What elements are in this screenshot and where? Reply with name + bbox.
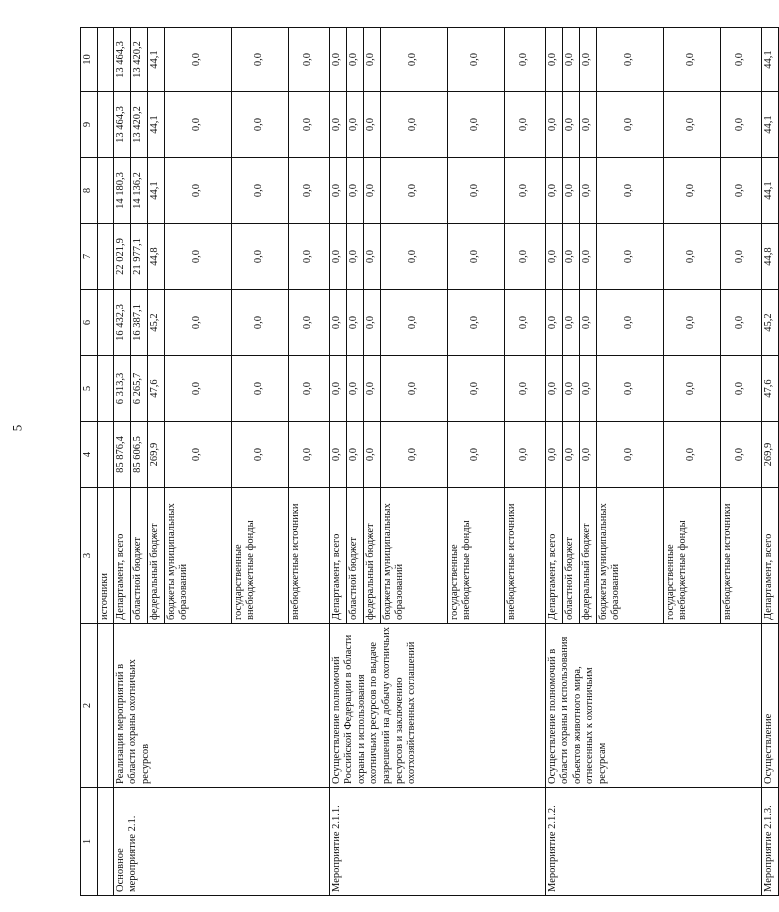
funding-source: государственные внебюджетные фонды [447,488,504,624]
amount-cell: 13 420,2 [130,92,147,158]
amount-cell: 0,0 [596,92,663,158]
amount-cell: 0,0 [504,290,545,356]
amount-cell: 0,0 [663,92,720,158]
amount-cell: 269,9 [761,422,778,488]
amount-cell: 0,0 [596,422,663,488]
amount-cell: 0,0 [663,28,720,92]
amount-cell: 0,0 [545,28,562,92]
amount-cell: 0,0 [288,158,329,224]
measure-code: Мероприятие 2.1.2. [545,788,761,896]
amount-cell: 0,0 [380,224,447,290]
amount-cell: 0,0 [545,290,562,356]
table-row [329,28,346,896]
amount-cell: 45,2 [147,290,164,356]
amount-cell: 0,0 [346,356,363,422]
amount-cell: 0,0 [363,290,380,356]
amount-cell: 0,0 [231,290,288,356]
amount-cell: 0,0 [545,158,562,224]
amount-cell: 0,0 [447,422,504,488]
amount-cell: 0,0 [596,224,663,290]
amount-cell: 0,0 [231,28,288,92]
amount-cell: 0,0 [329,28,346,92]
amount-cell: 0,0 [504,224,545,290]
amount-cell: 0,0 [363,356,380,422]
amount-cell: 0,0 [720,422,761,488]
amount-cell: 0,0 [164,158,231,224]
empty-cell [98,158,114,224]
amount-cell: 0,0 [579,290,596,356]
amount-cell: 0,0 [288,290,329,356]
amount-cell: 0,0 [380,356,447,422]
column-header-3: 3 [81,488,98,624]
amount-cell: 13 464,3 [113,28,130,92]
empty-cell [98,290,114,356]
amount-cell: 0,0 [231,422,288,488]
column-header-1: 1 [81,788,98,896]
amount-cell: 0,0 [329,92,346,158]
amount-cell: 0,0 [363,224,380,290]
amount-cell: 0,0 [596,290,663,356]
amount-cell: 0,0 [231,356,288,422]
amount-cell: 0,0 [579,356,596,422]
amount-cell: 47,6 [761,356,778,422]
rotated-table-container [80,28,774,896]
amount-cell: 0,0 [720,28,761,92]
amount-cell: 0,0 [504,158,545,224]
amount-cell: 0,0 [504,92,545,158]
amount-cell: 85 876,4 [113,422,130,488]
empty-cell [98,624,114,788]
funding-source: внебюджетные источники [504,488,545,624]
amount-cell: 0,0 [164,422,231,488]
amount-cell: 0,0 [562,422,579,488]
funding-source: Департамент, всего [545,488,562,624]
amount-cell: 47,6 [147,356,164,422]
amount-cell: 0,0 [288,224,329,290]
amount-cell: 0,0 [380,158,447,224]
amount-cell: 0,0 [579,422,596,488]
amount-cell: 0,0 [380,92,447,158]
amount-cell: 0,0 [363,158,380,224]
amount-cell: 0,0 [380,290,447,356]
amount-cell: 0,0 [545,356,562,422]
continuation-source: источники [98,488,114,624]
amount-cell: 0,0 [288,422,329,488]
funding-source: внебюджетные источники [288,488,329,624]
empty-cell [98,224,114,290]
funding-source: федеральный бюджет [579,488,596,624]
measure-name: Осуществление [761,624,778,788]
funding-source: бюджеты муниципальных образований [380,488,447,624]
table-body [98,28,779,896]
amount-cell: 0,0 [447,28,504,92]
amount-cell: 44,1 [761,28,778,92]
amount-cell: 0,0 [346,28,363,92]
amount-cell: 0,0 [504,422,545,488]
amount-cell: 0,0 [288,28,329,92]
amount-cell: 0,0 [596,356,663,422]
amount-cell: 0,0 [164,28,231,92]
amount-cell: 0,0 [231,92,288,158]
empty-cell [98,356,114,422]
column-header-2: 2 [81,624,98,788]
amount-cell: 0,0 [380,422,447,488]
amount-cell: 0,0 [579,158,596,224]
amount-cell: 0,0 [346,224,363,290]
amount-cell: 0,0 [562,158,579,224]
amount-cell: 0,0 [288,92,329,158]
amount-cell: 269,9 [147,422,164,488]
funding-source: областной бюджет [562,488,579,624]
funding-source: Департамент, всего [113,488,130,624]
amount-cell: 0,0 [380,28,447,92]
funding-source: бюджеты муниципальных образований [596,488,663,624]
amount-cell: 0,0 [346,422,363,488]
table-row [761,28,778,896]
amount-cell: 0,0 [231,158,288,224]
amount-cell: 0,0 [504,28,545,92]
amount-cell: 0,0 [579,92,596,158]
column-header-7: 7 [81,224,98,290]
amount-cell: 0,0 [329,356,346,422]
amount-cell: 14 136,2 [130,158,147,224]
amount-cell: 0,0 [329,158,346,224]
funding-source: внебюджетные источники [720,488,761,624]
budget-table [80,27,779,896]
measure-code: Мероприятие 2.1.1. [329,788,545,896]
amount-cell: 6 313,3 [113,356,130,422]
amount-cell: 16 387,1 [130,290,147,356]
amount-cell: 16 432,3 [113,290,130,356]
amount-cell: 0,0 [329,290,346,356]
amount-cell: 0,0 [720,356,761,422]
column-header-5: 5 [81,356,98,422]
amount-cell: 0,0 [562,290,579,356]
amount-cell: 13 420,2 [130,28,147,92]
amount-cell: 0,0 [504,356,545,422]
amount-cell: 0,0 [663,422,720,488]
amount-cell: 0,0 [329,224,346,290]
amount-cell: 0,0 [562,224,579,290]
amount-cell: 13 464,3 [113,92,130,158]
column-header-6: 6 [81,290,98,356]
header-row [81,28,98,896]
amount-cell: 21 977,1 [130,224,147,290]
amount-cell: 0,0 [447,356,504,422]
funding-source: федеральный бюджет [363,488,380,624]
amount-cell: 44,1 [147,28,164,92]
measure-code: Мероприятие 2.1.3. [761,788,778,896]
amount-cell: 0,0 [363,92,380,158]
amount-cell: 22 021,9 [113,224,130,290]
column-header-10: 10 [81,28,98,92]
funding-source: государственные внебюджетные фонды [663,488,720,624]
amount-cell: 0,0 [231,224,288,290]
amount-cell: 44,1 [761,158,778,224]
amount-cell: 0,0 [363,422,380,488]
amount-cell: 45,2 [761,290,778,356]
amount-cell: 0,0 [545,92,562,158]
column-header-8: 8 [81,158,98,224]
amount-cell: 0,0 [562,92,579,158]
table-row [545,28,562,896]
amount-cell: 0,0 [545,224,562,290]
amount-cell: 0,0 [596,158,663,224]
empty-cell [98,788,114,896]
amount-cell: 0,0 [447,158,504,224]
amount-cell: 0,0 [346,92,363,158]
measure-name: Осуществление полномочий Российской Федерации в области охраны и использования охотничьих ресурсов по выдаче разрешений на добычу охотничьих ресурсов и заключению охотхозяйственных соглашений [329,624,545,788]
measure-name: Реализация мероприятий в области охраны охотничьих ресурсов [113,624,329,788]
amount-cell: 0,0 [579,224,596,290]
amount-cell: 0,0 [663,290,720,356]
page-number: 5 [9,424,25,432]
column-header-4: 4 [81,422,98,488]
funding-source: Департамент, всего [761,488,778,624]
column-header-9: 9 [81,92,98,158]
amount-cell: 0,0 [447,290,504,356]
funding-source: областной бюджет [130,488,147,624]
amount-cell: 0,0 [329,422,346,488]
amount-cell: 44,1 [147,92,164,158]
amount-cell: 0,0 [663,224,720,290]
amount-cell: 0,0 [596,28,663,92]
measure-code: Основное мероприятие 2.1. [113,788,329,896]
amount-cell: 6 265,7 [130,356,147,422]
amount-cell: 0,0 [363,28,380,92]
amount-cell: 0,0 [164,224,231,290]
amount-cell: 85 606,5 [130,422,147,488]
amount-cell: 0,0 [447,92,504,158]
amount-cell: 44,1 [147,158,164,224]
funding-source: государственные внебюджетные фонды [231,488,288,624]
amount-cell: 0,0 [562,356,579,422]
amount-cell: 0,0 [164,92,231,158]
amount-cell: 0,0 [720,158,761,224]
amount-cell: 0,0 [164,290,231,356]
amount-cell: 0,0 [346,290,363,356]
amount-cell: 0,0 [579,28,596,92]
amount-cell: 44,8 [147,224,164,290]
amount-cell: 0,0 [346,158,363,224]
amount-cell: 0,0 [447,224,504,290]
funding-source: федеральный бюджет [147,488,164,624]
amount-cell: 0,0 [720,92,761,158]
amount-cell: 0,0 [663,158,720,224]
continuation-row [98,28,114,896]
amount-cell: 0,0 [663,356,720,422]
amount-cell: 44,8 [761,224,778,290]
empty-cell [98,28,114,92]
empty-cell [98,422,114,488]
funding-source: бюджеты муниципальных образований [164,488,231,624]
measure-name: Осуществление полномочий в области охраны и использования объектов животного мира, отнесенных к охотничьим ресурсам [545,624,761,788]
amount-cell: 0,0 [545,422,562,488]
amount-cell: 0,0 [288,356,329,422]
amount-cell: 0,0 [720,224,761,290]
amount-cell: 0,0 [720,290,761,356]
funding-source: областной бюджет [346,488,363,624]
amount-cell: 14 180,3 [113,158,130,224]
funding-source: Департамент, всего [329,488,346,624]
empty-cell [98,92,114,158]
amount-cell: 0,0 [164,356,231,422]
amount-cell: 0,0 [562,28,579,92]
table-row [113,28,130,896]
amount-cell: 44,1 [761,92,778,158]
